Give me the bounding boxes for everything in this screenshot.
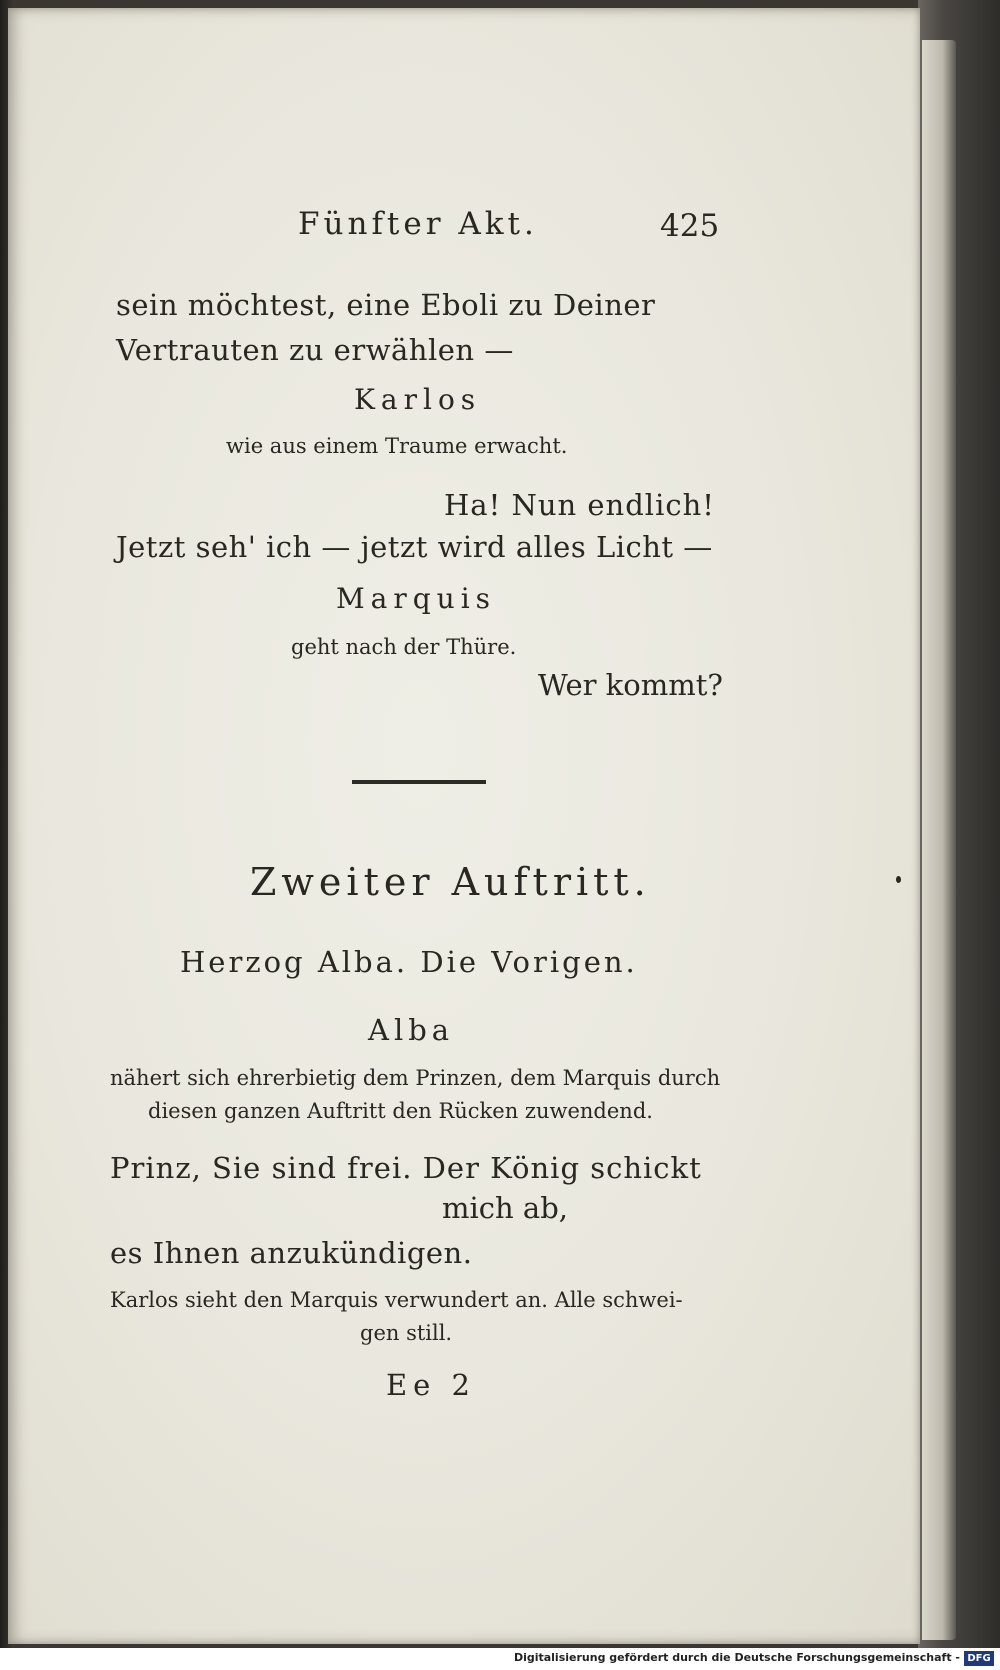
footer-credit: Digitalisierung gefördert durch die Deutsche Forschungsgemeinschaft - xyxy=(513,1651,960,1664)
verse-line: mich ab, xyxy=(442,1191,568,1225)
running-head: Fünfter Akt. xyxy=(298,206,538,242)
page-stack-edge xyxy=(922,40,956,1640)
ink-speck xyxy=(896,876,901,883)
scene-title: Zweiter Auftritt. xyxy=(250,860,651,904)
dfg-logo-icon: DFG xyxy=(964,1651,994,1666)
speaker-name: Marquis xyxy=(336,582,497,615)
speaker-name: Karlos xyxy=(354,383,482,416)
verse-line: sein möchtest, eine Eboli zu Deiner xyxy=(116,288,656,322)
stage-direction: Karlos sieht den Marquis verwundert an. Alle schwei- xyxy=(110,1288,683,1312)
verse-line: Ha! Nun endlich! xyxy=(444,488,715,522)
characters-line: Herzog Alba. Die Vorigen. xyxy=(180,945,638,979)
book-page xyxy=(8,8,920,1644)
verse-line: Jetzt seh' ich — jetzt wird alles Licht — xyxy=(116,530,713,564)
stage-direction: gen still. xyxy=(360,1321,453,1345)
stage-direction: diesen ganzen Auftritt den Rücken zuwendend. xyxy=(148,1099,653,1123)
verse-line: Prinz, Sie sind frei. Der König schickt xyxy=(110,1151,702,1185)
page-number: 425 xyxy=(660,208,720,244)
verse-line: es Ihnen anzukündigen. xyxy=(110,1236,473,1270)
section-divider xyxy=(352,780,486,784)
speaker-name: Alba xyxy=(368,1013,455,1047)
verse-line: Vertrauten zu erwählen — xyxy=(116,333,514,367)
verse-line: Wer kommt? xyxy=(538,668,723,702)
stage-direction: nähert sich ehrerbietig dem Prinzen, dem Marquis durch xyxy=(110,1066,721,1090)
digitization-footer xyxy=(0,1648,1000,1670)
stage-direction: geht nach der Thüre. xyxy=(291,635,517,659)
stage-direction: wie aus einem Traume erwacht. xyxy=(226,434,568,458)
signature-mark: Ee 2 xyxy=(386,1368,477,1402)
